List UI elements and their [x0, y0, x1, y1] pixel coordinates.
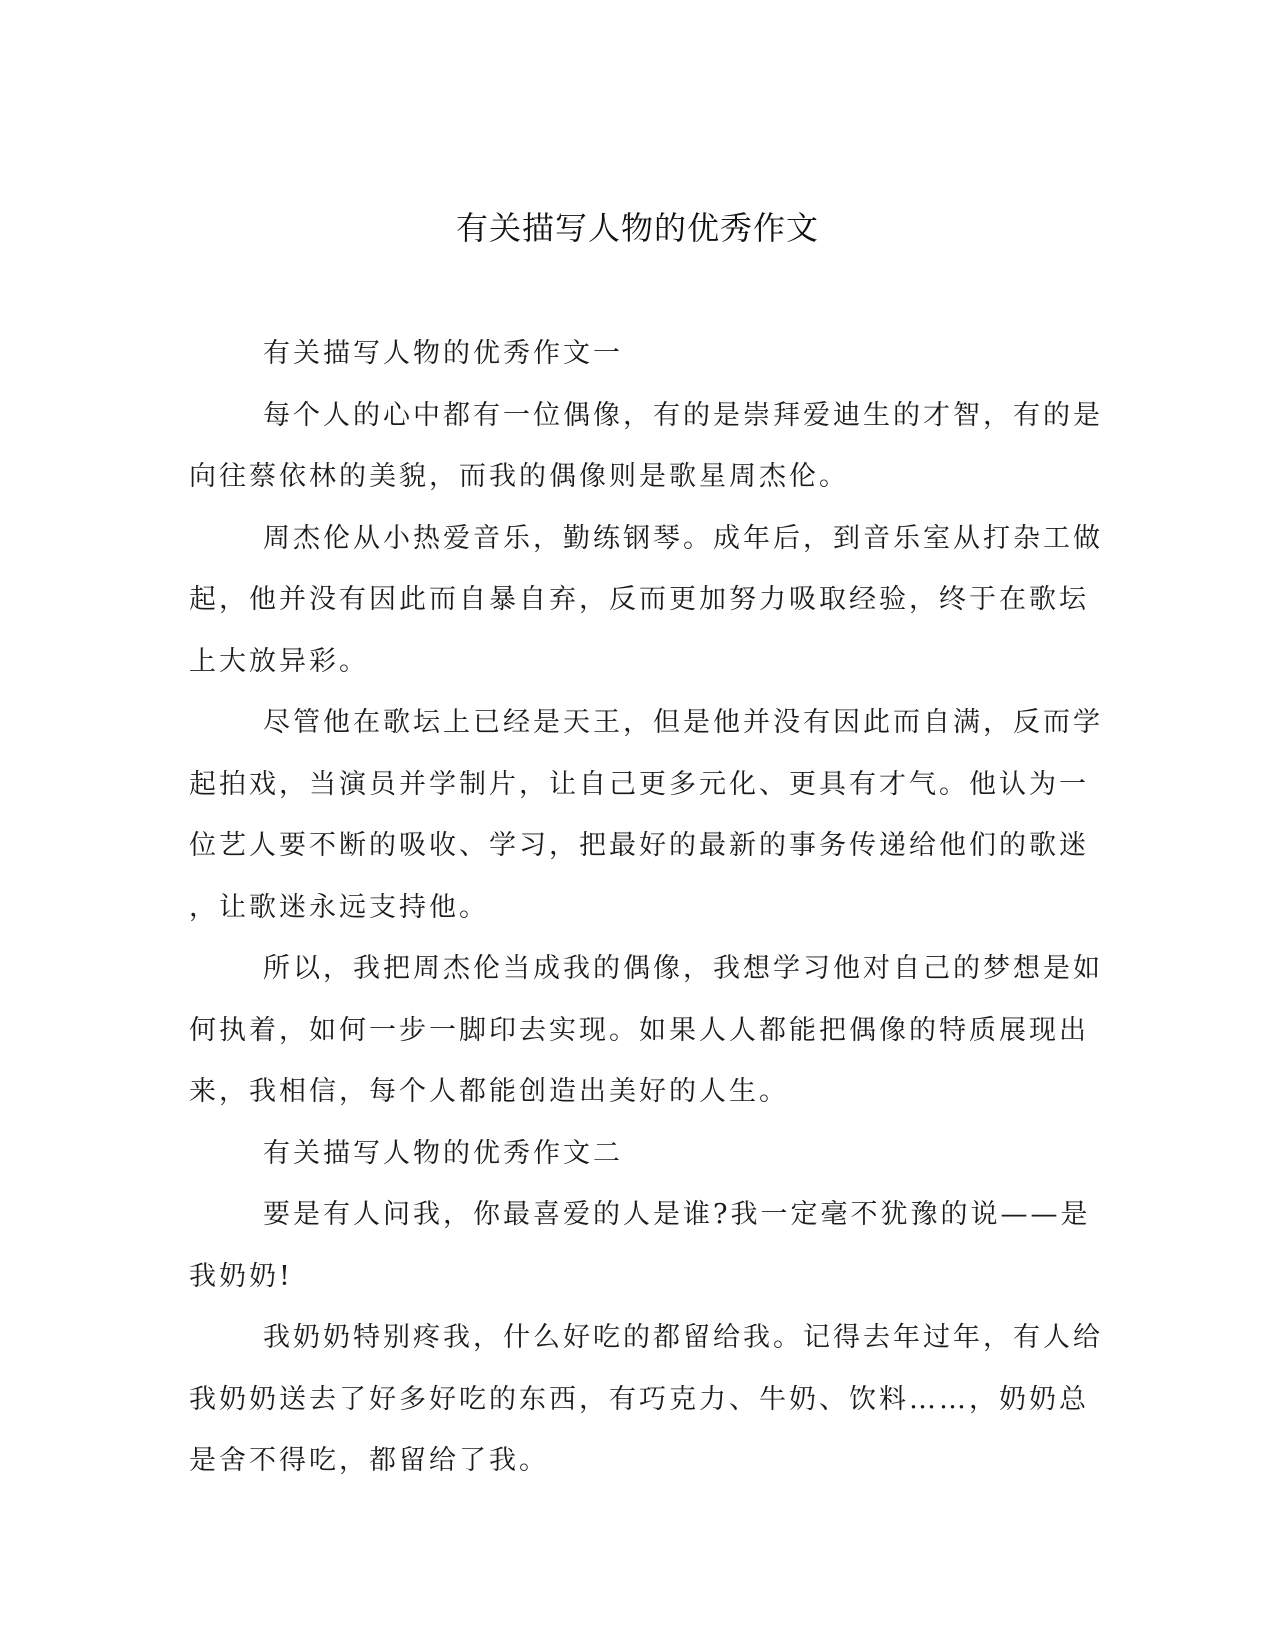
text-line: ，让歌迷永远支持他。 [189, 891, 489, 923]
text-line: 我奶奶送去了好多好吃的东西，有巧克力、牛奶、饮料……，奶奶总 [189, 1383, 1089, 1415]
text-line: 周杰伦从小热爱音乐，勤练钢琴。成年后，到音乐室从打杂工做 [263, 522, 1103, 554]
text-line: 所以，我把周杰伦当成我的偶像，我想学习他对自己的梦想是如 [263, 953, 1103, 984]
text-line: 有关描写人物的优秀作文一 [263, 338, 623, 369]
text-line: 是舍不得吃，都留给了我。 [189, 1445, 549, 1476]
text-line: 每个人的心中都有一位偶像，有的是崇拜爱迪生的才智，有的是 [263, 399, 1103, 431]
text-line: 位艺人要不断的吸收、学习，把最好的最新的事务传递给他们的歌迷 [189, 830, 1089, 861]
text-line: 我奶奶! [189, 1260, 293, 1292]
text-line: 有关描写人物的优秀作文二 [263, 1137, 623, 1169]
text-line: 来，我相信，每个人都能创造出美好的人生。 [189, 1076, 789, 1107]
document-body [189, 330, 1103, 1499]
text-line: 上大放异彩。 [189, 645, 369, 677]
text-line: 起拍戏，当演员并学制片，让自己更多元化、更具有才气。他认为一 [189, 768, 1089, 800]
text-line: 起，他并没有因此而自暴自弃，反而更加努力吸取经验，终于在歌坛 [189, 584, 1089, 615]
text-line: 向往蔡依林的美貌，而我的偶像则是歌星周杰伦。 [189, 461, 849, 492]
document-title: 有关描写人物的优秀作文 [455, 209, 819, 247]
text-line: 我奶奶特别疼我，什么好吃的都留给我。记得去年过年，有人给 [263, 1322, 1103, 1353]
text-line: 尽管他在歌坛上已经是天王，但是他并没有因此而自满，反而学 [263, 707, 1103, 738]
text-line: 何执着，如何一步一脚印去实现。如果人人都能把偶像的特质展现出 [189, 1014, 1089, 1046]
text-line: 要是有人问我，你最喜爱的人是谁?我一定毫不犹豫的说——是 [263, 1199, 1091, 1230]
